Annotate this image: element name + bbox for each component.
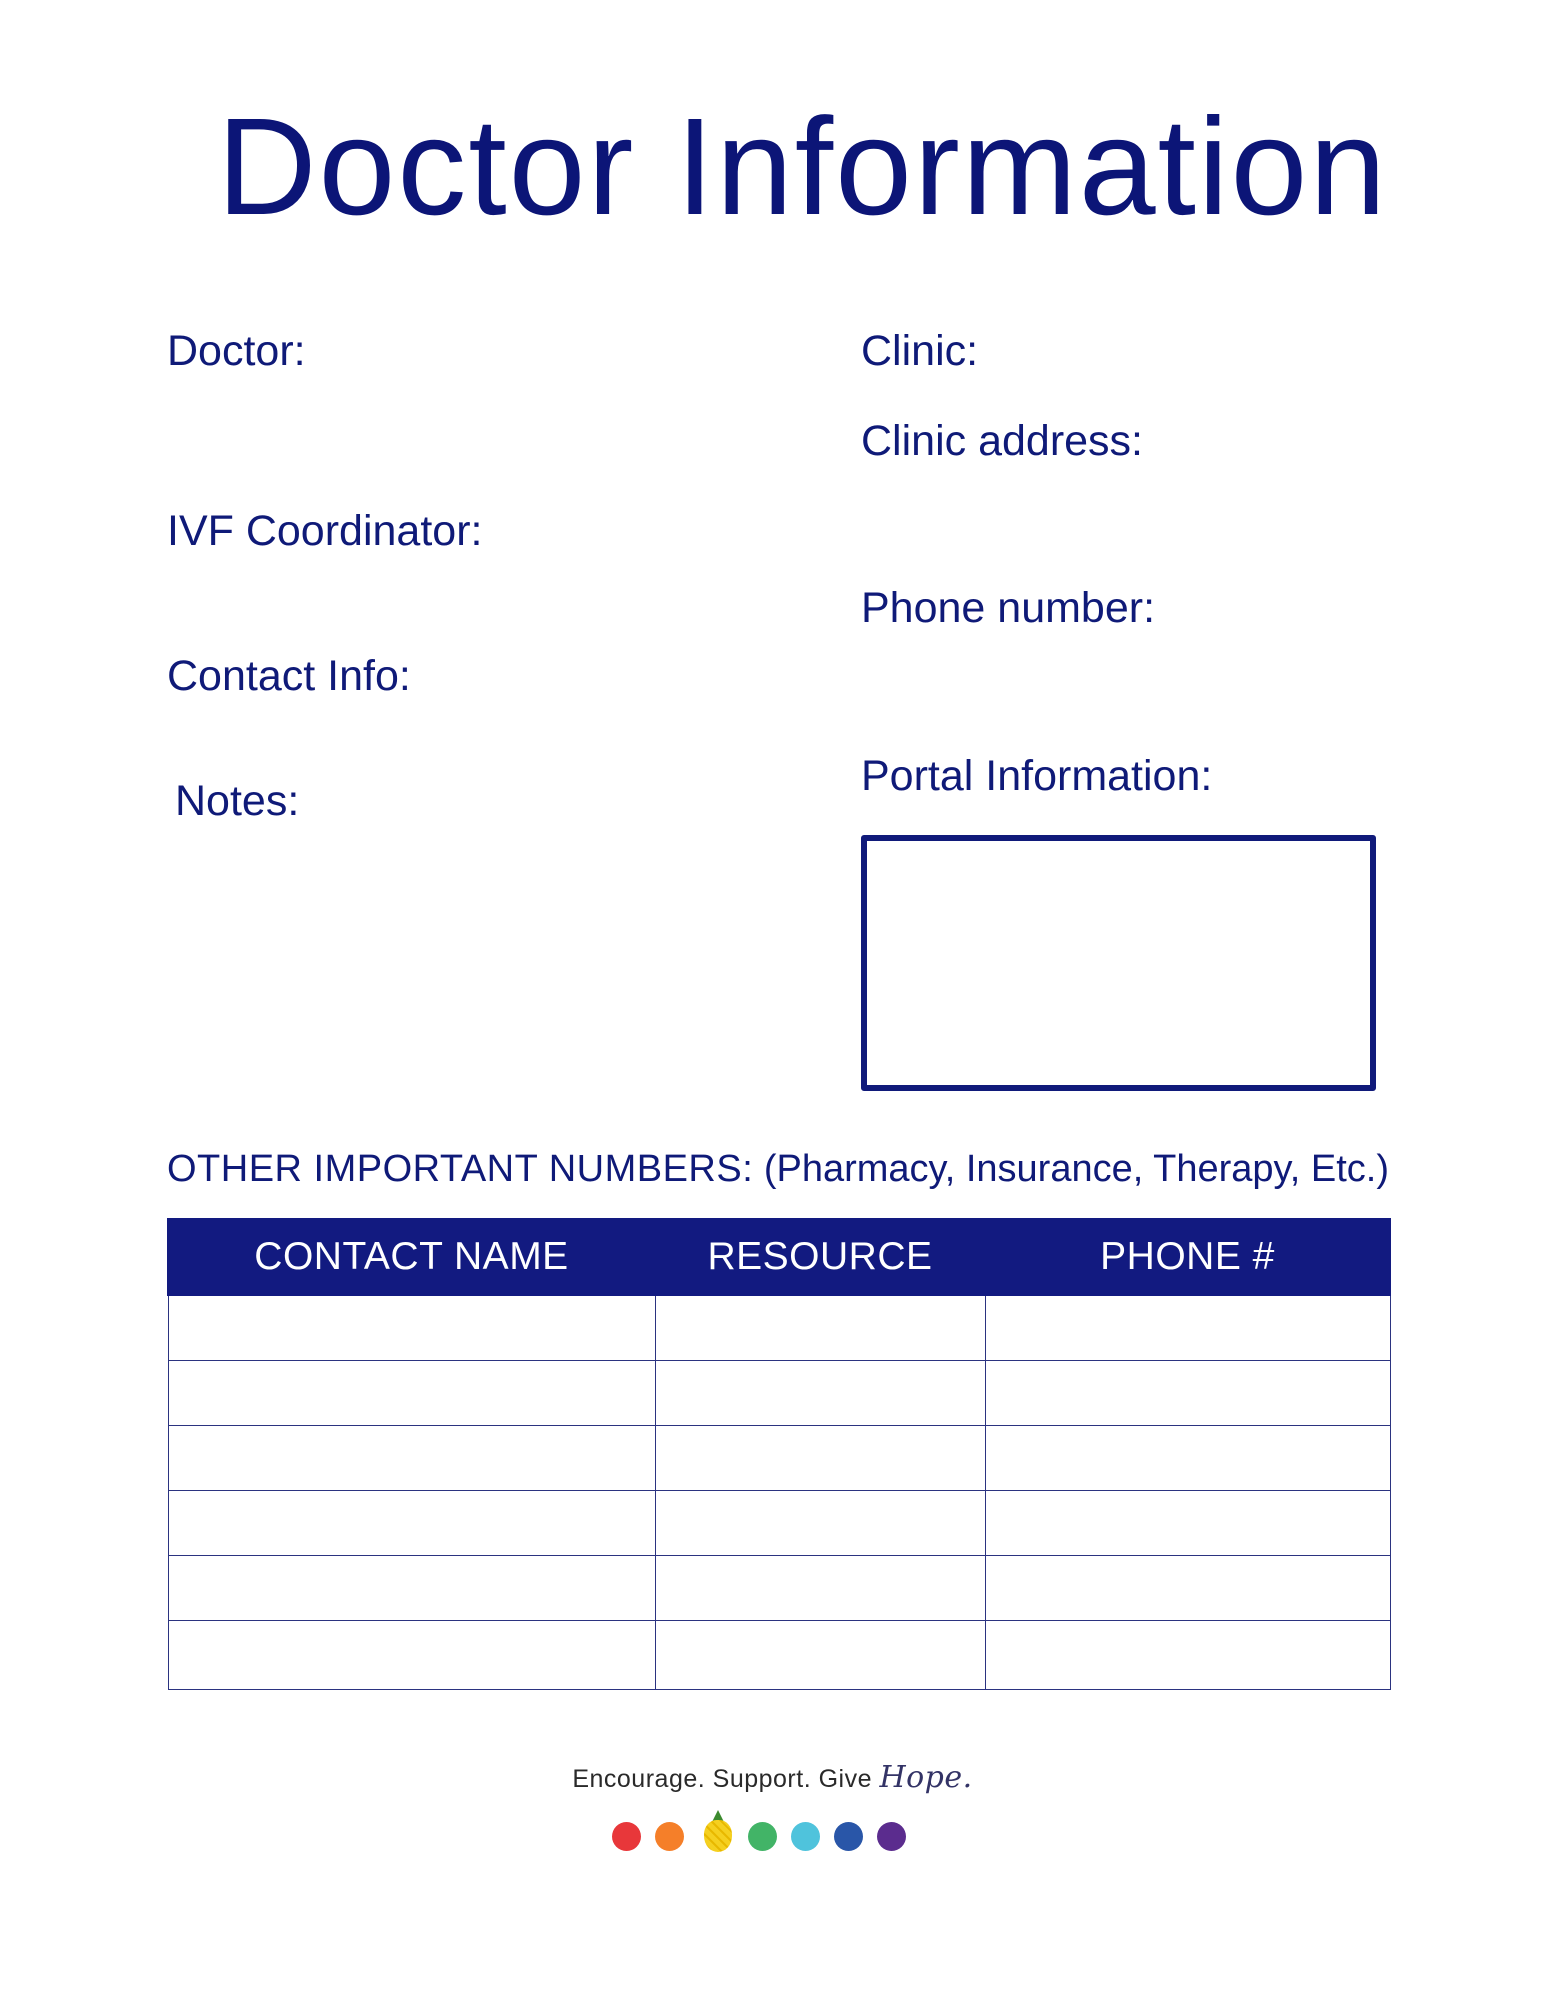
table-row <box>168 1426 1390 1491</box>
pineapple-icon <box>704 1820 732 1852</box>
phone-cell[interactable] <box>985 1426 1390 1491</box>
other-numbers-heading <box>167 1150 1389 1188</box>
phone-cell[interactable] <box>985 1361 1390 1426</box>
contact-name-cell[interactable] <box>168 1491 655 1556</box>
header-contact-name: CONTACT NAME <box>168 1219 655 1295</box>
phone-cell[interactable] <box>985 1491 1390 1556</box>
phone-number-label: Phone number: <box>861 584 1156 632</box>
contact-name-cell[interactable] <box>168 1295 655 1361</box>
table-row <box>168 1491 1390 1556</box>
red-dot-icon <box>612 1822 641 1851</box>
contact-name-cell[interactable] <box>168 1361 655 1426</box>
blue-dot-icon <box>834 1822 863 1851</box>
table-header-row <box>168 1219 1390 1295</box>
green-dot-icon <box>748 1822 777 1851</box>
footer-tagline <box>572 1760 972 1795</box>
resource-cell[interactable] <box>655 1361 985 1426</box>
contact-name-cell[interactable] <box>168 1556 655 1621</box>
clinic-address-label: Clinic address: <box>861 417 1143 465</box>
resource-cell[interactable] <box>655 1491 985 1556</box>
resource-cell[interactable] <box>655 1426 985 1491</box>
notes-label: Notes: <box>175 777 300 825</box>
table-row <box>168 1556 1390 1621</box>
table-row <box>168 1295 1390 1361</box>
contacts-table <box>167 1218 1391 1690</box>
table-row <box>168 1361 1390 1426</box>
phone-cell[interactable] <box>985 1556 1390 1621</box>
footer-logo <box>0 1760 1545 1795</box>
contact-name-cell[interactable] <box>168 1426 655 1491</box>
header-resource: RESOURCE <box>655 1219 985 1295</box>
phone-cell[interactable] <box>985 1295 1390 1361</box>
contact-info-label: Contact Info: <box>167 652 411 700</box>
resource-cell[interactable] <box>655 1295 985 1361</box>
header-phone: PHONE # <box>985 1219 1390 1295</box>
resource-cell[interactable] <box>655 1556 985 1621</box>
clinic-label: Clinic: <box>861 327 979 375</box>
ivf-coordinator-label: IVF Coordinator: <box>167 507 483 555</box>
phone-cell[interactable] <box>985 1621 1390 1690</box>
other-numbers-heading-caps: OTHER IMPORTANT NUMBERS: <box>167 1148 754 1190</box>
footer-tagline-prefix: Encourage. Support. Give <box>572 1765 872 1793</box>
table-row <box>168 1621 1390 1690</box>
portal-information-label: Portal Information: <box>861 752 1213 800</box>
orange-dot-icon <box>655 1822 684 1851</box>
color-dots <box>612 1822 932 1854</box>
page-title: Doctor Information <box>216 90 1389 244</box>
contact-name-cell[interactable] <box>168 1621 655 1690</box>
other-numbers-heading-note: (Pharmacy, Insurance, Therapy, Etc.) <box>763 1148 1389 1190</box>
doctor-label: Doctor: <box>167 327 306 375</box>
footer-tagline-hope: Hope. <box>879 1760 973 1795</box>
purple-dot-icon <box>877 1822 906 1851</box>
portal-information-box[interactable] <box>861 835 1376 1091</box>
cyan-dot-icon <box>791 1822 820 1851</box>
resource-cell[interactable] <box>655 1621 985 1690</box>
